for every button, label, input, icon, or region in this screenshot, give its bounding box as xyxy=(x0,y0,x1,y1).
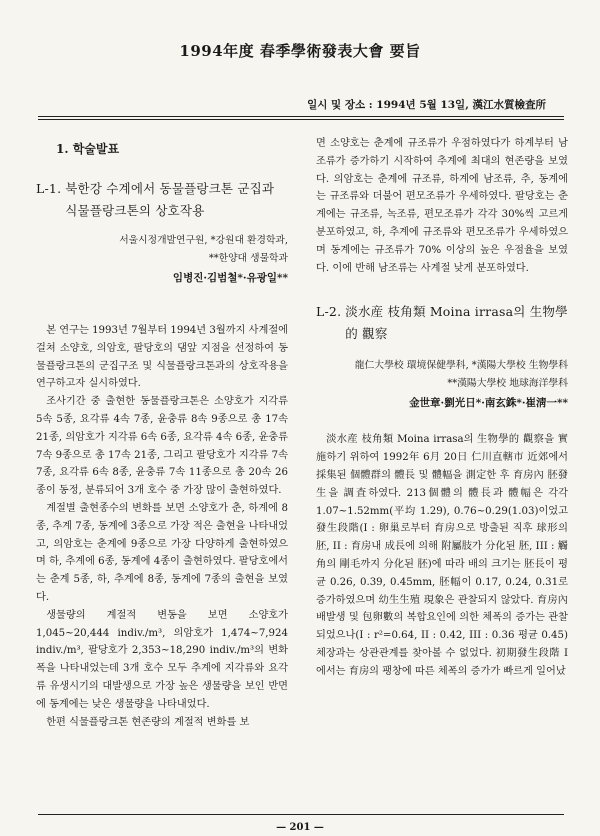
article1-affiliation xyxy=(36,232,288,268)
footer-rule xyxy=(38,814,564,815)
affil-line: **한양대 생물학과 xyxy=(208,253,288,264)
affil-line: 龍仁大學校 環境保健學科, *漢陽大學校 生物學科 xyxy=(354,360,568,372)
date-place-line: 일시 및 장소 : 1994년 5월 13일, 漢江水質檢査所 xyxy=(307,99,546,111)
article1-paragraph: 한편 식물플랑크톤 현존량의 계절적 변화를 보 xyxy=(46,716,250,728)
article2-title-text: 淡水産 枝角類 Moina irrasa의 生物學的 觀察 xyxy=(345,304,568,342)
section-heading: 1. 학술발표 xyxy=(56,142,120,156)
page-number: — 201 — xyxy=(276,822,324,833)
page-title: 1994年度 春季學術發表大會 要旨 xyxy=(179,42,421,60)
article1-title-text: 북한강 수계에서 동물플랑크톤 군집과 식물플랑크톤의 상호작용 xyxy=(65,181,275,218)
article2-title xyxy=(316,301,568,345)
article2-number: L-2. xyxy=(316,304,342,320)
article1-number: L-1. xyxy=(36,181,62,196)
article1-authors: 임병진·김범철*·유광일** xyxy=(172,272,288,284)
article2-authors: 金世章·劉光日*·南玄銖*·崔淸一** xyxy=(409,397,568,410)
article1-paragraph: 조사기간 중 출현한 동물플랑크톤은 소양호가 지각류 5속 5종, 요각류 4속 7종, 윤충류 8속 9종으로 총 17속 21종, 의암호가 지각류 6속 6종, 요각류 4속 6종, 윤충류 7속 9종으로 총 17속 21종, 그리고 팔당호가 지각류 7속 7종, 요각류 6속 8종, 윤충류 7속 11종으로 총 20속 26종이 동정, 분류되어 3개 호수 중 가장 많이 출현하였다. xyxy=(36,396,288,497)
affil-line: 서울시정개발연구원, *강원대 환경학과, xyxy=(119,235,288,246)
left-column xyxy=(36,178,288,731)
article2-paragraph: 淡水産 枝角類 Moina irrasa의 生物學的 觀察을 實施하기 위하여 1992年 6月 20日 仁川直轄市 近郊에서 採集된 個體群의 體長 및 體幅을 測定한 후 育房內 胚發生을 調査하였다. 213個體의 體長과 體幅은 각각 1.07~1.52mm(平均 1.29), 0.76~0.29(1.03)이었고 發生段階(I : 卵巢로부터 育房으로 방출된 직후 球形의 胚, II : 育房내 成長에 의해 附屬肢가 分化된 胚, III : 觸角의 剛毛까지 分化된 胚)에 따라 배의 크기는 胚長이 평균 0.26, 0.39, 0.45mm, 胚幅이 0.17, 0.24, 0.31로 증가하였으며 幼生生殖 現象은 관찰되지 않았다. 育房內 배발생 및 包卵數의 복합요인에 의한 체폭의 증가는 관찰되었으나(I : r²=0.64, II : 0.42, III : 0.36 평균 0.45) 체장과는 상관관계를 찾아볼 수 없었다. 初期發生段階 I에서는 育房의 팽창에 따른 체폭의 증가가 빠르게 일어났 xyxy=(316,434,568,677)
article1-paragraph: 본 연구는 1993년 7월부터 1994년 3월까지 사계절에 걸쳐 소양호, 의암호, 팔당호의 댐앞 지점을 선정하여 동물플랑크톤의 군집구조 및 식물플랑크톤과의 상호작용을 연구하고자 실시하였다. xyxy=(36,325,288,390)
article1-continuation: 면 소양호는 춘계에 규조류가 우점하였다가 하계부터 남조류가 증가하기 시작하여 추계에 최대의 현존량을 보였다. 의암호는 춘계에 규조류, 하계에 남조류, 추, 동계에는 규조류와 더불어 편모조류가 우세하였다. 팔당호는 춘계에는 규조류, 녹조류, 편모조류가 각각 30%씩 고르게 분포하였고, 하, 추계에 규조류와 편모조류가 우세하였으며 동계에는 규조류가 70% 이상의 높은 우점율을 보였다. 이에 반해 남조류는 사계절 낮게 분포하였다. xyxy=(316,138,568,274)
article1-paragraph: 생물량의 계절적 변동을 보면 소양호가 1,045~20,444 indiv./m³, 의암호가 1,474~7,924 indiv./m³, 팔당호가 2,353~18,290 indiv./m³의 변화폭을 나타내었는데 3개 호수 모두 추계에 지각류와 요각류 유생시기의 대발생으로 가장 높은 생물량을 보인 반면에 동계에는 낮은 생물량을 나타내었다. xyxy=(36,609,288,710)
right-column xyxy=(316,135,568,681)
affil-line: **漢陽大學校 地球海洋學科 xyxy=(447,378,568,390)
article1-paragraph: 계절별 출현종수의 변화를 보면 소양호가 춘, 하계에 8종, 추계 7종, 동계에 3종으로 가장 적은 출현을 나타내었고, 의암호는 춘계에 9종으로 가장 다양하게 출현하였으며 하, 추계에 6종, 동계에 4종이 출현하였다. 팔당호에서는 춘계 5종, 하, 추계에 8종, 동계에 7종의 출현을 보였다. xyxy=(36,502,289,603)
header-rule-bottom xyxy=(38,119,564,120)
article2-affiliation xyxy=(316,357,568,393)
article1-title xyxy=(36,178,288,222)
header-rule-top xyxy=(38,116,564,117)
